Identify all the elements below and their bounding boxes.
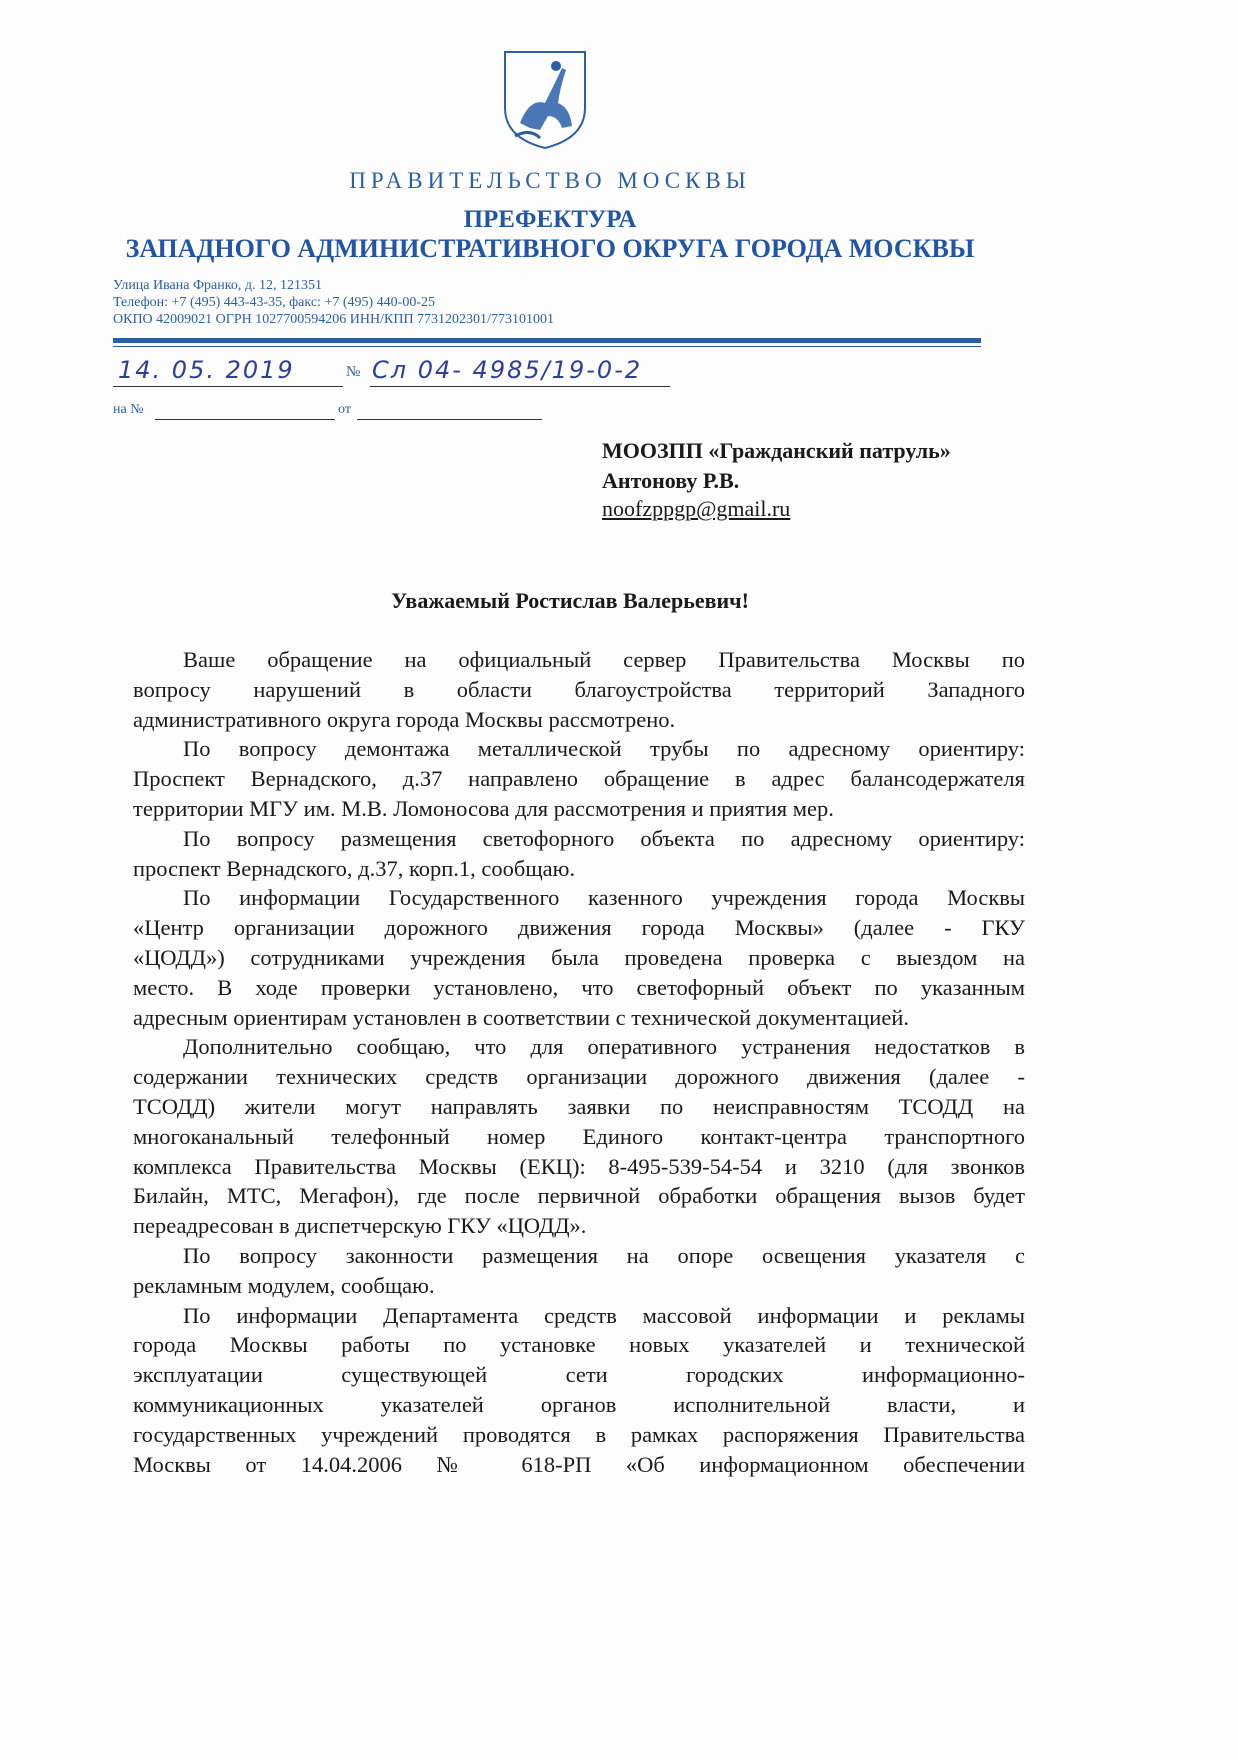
paragraph <box>133 1301 1025 1480</box>
text-line: «Центр организации дорожного движения города Москвы» (далее - ГКУ <box>133 915 1025 941</box>
text-line: коммуникационных указателей органов исполнительной власти, и <box>133 1391 1025 1417</box>
recipient-email: noofzppgp@gmail.ru <box>602 496 791 521</box>
address-line: Улица Ивана Франко, д. 12, 121351 <box>113 278 322 293</box>
from-underline <box>357 419 542 420</box>
handwritten-reg-number: Сл 04- 4985/19-0-2 <box>372 356 643 384</box>
text-line: Москвы от 14.04.2006 № 618-РП «Об информационном обеспечении <box>133 1451 1025 1477</box>
text-line: ТСОДД) жители могут направлять заявки по неисправностям ТСОДД на <box>133 1093 1025 1119</box>
divider <box>113 346 981 347</box>
text-line: комплекса Правительства Москвы (ЕКЦ): 8-495-539-54-54 и 3210 (для звонков <box>133 1153 1025 1179</box>
recipient-name: Антонову Р.В. <box>602 468 740 493</box>
handwritten-date: 14. 05. 2019 <box>118 356 295 384</box>
recipient-org: МООЗПП «Гражданский патруль» <box>602 438 951 463</box>
letterhead-address <box>113 277 554 328</box>
greeting: Уважаемый Ростислав Валерьевич! <box>391 588 749 613</box>
text-line: переадресован в диспетчерскую ГКУ «ЦОДД». <box>133 1213 587 1239</box>
reference-underline <box>155 419 335 420</box>
moscow-coat-of-arms-emblem <box>500 48 590 152</box>
divider <box>113 338 981 343</box>
text-line: место. В ходе проверки установлено, что светофорный объект по указанным <box>133 974 1025 1000</box>
paragraph <box>133 883 1025 1032</box>
paragraph <box>133 645 1025 734</box>
number-underline <box>370 386 670 387</box>
from-label: от <box>338 402 351 417</box>
okrug-title: ЗАПАДНОГО АДМИНИСТРАТИВНОГО ОКРУГА ГОРОДА МОСКВЫ <box>125 234 975 263</box>
text-line: По вопросу законности размещения на опоре освещения указателя с <box>183 1242 1025 1268</box>
registry-codes-line: ОКПО 42009021 ОГРН 1027700594206 ИНН/КПП 7731202301/773101001 <box>113 312 554 327</box>
letter-body <box>133 645 1025 1479</box>
text-line: Билайн, МТС, Мегафон), где после первичной обработки обращения вызов будет <box>133 1183 1025 1209</box>
text-line: «ЦОДД») сотрудниками учреждения была проведена проверка с выездом на <box>133 944 1025 970</box>
text-line: По информации Департамента средств массовой информации и рекламы <box>183 1302 1025 1328</box>
paragraph <box>133 734 1025 823</box>
government-title: ПРАВИТЕЛЬСТВО МОСКВЫ <box>349 168 751 193</box>
text-line: адресным ориентирам установлен в соответствии с технической документацией. <box>133 1004 909 1030</box>
text-line: содержании технических средств организации дорожного движения (далее - <box>133 1064 1025 1090</box>
text-line: По вопросу демонтажа металлической трубы по адресному ориентиру: <box>183 736 1025 762</box>
text-line: Ваше обращение на официальный сервер Правительства Москвы по <box>183 647 1025 672</box>
text-line: многоканальный телефонный номер Единого контакт-центра транспортного <box>133 1123 1025 1149</box>
text-line: административного округа города Москвы рассмотрено. <box>133 706 676 732</box>
text-line: По информации Государственного казенного учреждения города Москвы <box>183 885 1025 911</box>
text-line: эксплуатации существующей сети городских информационно- <box>133 1362 1025 1388</box>
number-label: № <box>346 364 361 380</box>
text-line: города Москвы работы по установке новых указателей и технической <box>133 1332 1025 1358</box>
paragraph <box>133 824 1025 884</box>
text-line: государственных учреждений проводятся в рамках распоряжения Правительства <box>133 1421 1025 1447</box>
text-line: проспект Вернадского, д.37, корп.1, сообщаю. <box>133 855 576 881</box>
recipient-block <box>602 436 951 496</box>
text-line: Дополнительно сообщаю, что для оперативного устранения недостатков в <box>183 1034 1025 1060</box>
text-line: рекламным модулем, сообщаю. <box>133 1272 435 1298</box>
paragraph <box>133 1241 1025 1301</box>
text-line: территории МГУ им. М.В. Ломоносова для рассмотрения и приятия мер. <box>133 795 834 821</box>
reference-label: на № <box>113 402 144 417</box>
prefecture-title: ПРЕФЕКТУРА <box>463 206 637 233</box>
date-underline <box>113 386 343 387</box>
paragraph <box>133 1032 1025 1241</box>
text-line: Проспект Вернадского, д.37 направлено обращение в адрес балансодержателя <box>133 766 1025 792</box>
text-line: вопросу нарушений в области благоустройства территорий Западного <box>133 676 1025 702</box>
text-line: По вопросу размещения светофорного объекта по адресному ориентиру: <box>183 825 1025 851</box>
phone-line: Телефон: +7 (495) 443-43-35, факс: +7 (495) 440-00-25 <box>113 295 435 310</box>
